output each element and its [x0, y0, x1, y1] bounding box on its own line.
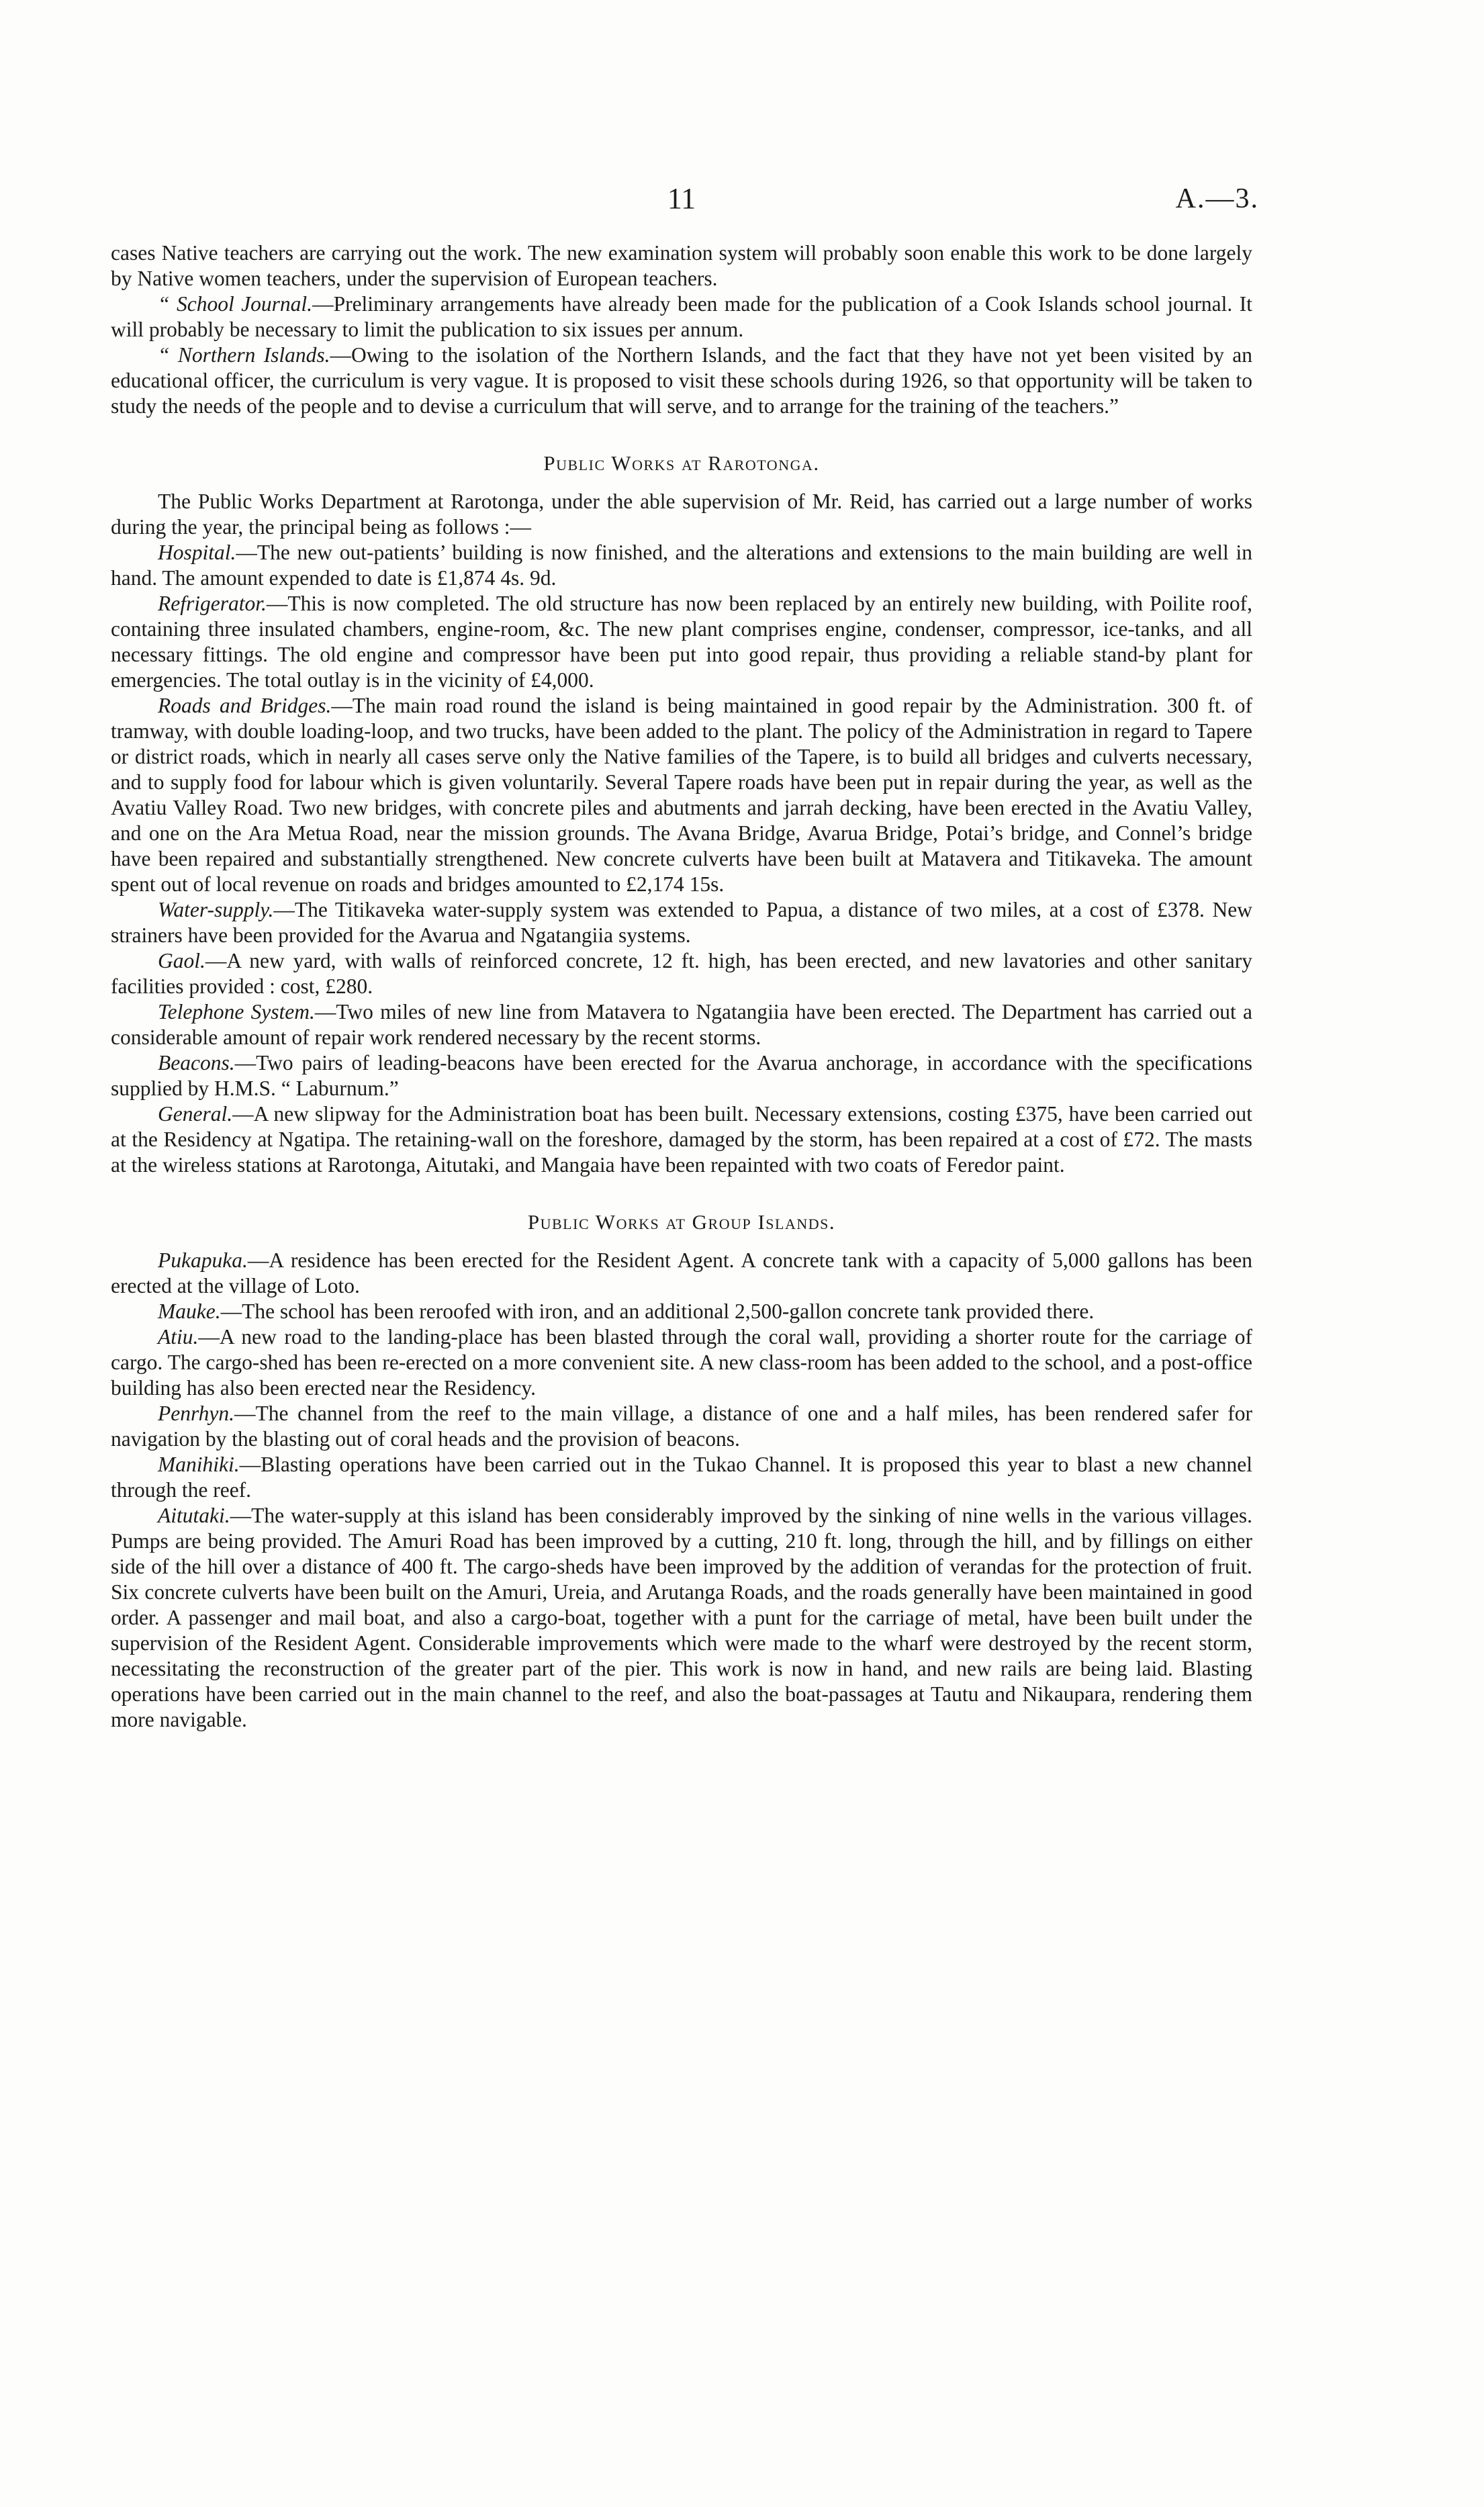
paragraph: Mauke.—The school has been reroofed with iron, and an additional 2,500-gallon concrete tank provided there.	[158, 1300, 1095, 1323]
paragraph-lead: Telephone System.	[158, 1000, 315, 1023]
paragraph-lead: Gaol.	[158, 949, 205, 972]
paragraph-lead: Beacons.	[158, 1051, 235, 1075]
paragraph: Manihiki.—Blasting operations have been carried out in the Tukao Channel. It is proposed this year to blast a new channel through the reef.	[111, 1453, 1252, 1502]
page-reference: A.—3.	[1175, 183, 1259, 214]
paragraph: Water-supply.—The Titikaveka water-supply system was extended to Papua, a distance of two miles, at a cost of £378. New strainers have been provided for the Avarua and Ngatangiia systems.	[111, 898, 1252, 947]
paragraph-lead: Roads and Bridges.	[158, 694, 332, 717]
paragraph-lead: Aitutaki.	[158, 1504, 230, 1527]
paragraph: “ Northern Islands.—Owing to the isolation of the Northern Islands, and the fact that they have not yet been visited by an educational officer, the curriculum is very vague. It is proposed to visit these schools during 1926, so that opportunity will be taken to study the needs of the people and to devise a curriculum that will serve, and to arrange for the training of the teachers.”	[111, 343, 1252, 418]
paragraph: Telephone System.—Two miles of new line from Matavera to Ngatangiia have been erected. The Department has carried out a considerable amount of repair work rendered necessary by the recent storms.	[111, 1000, 1252, 1049]
section-group-islands	[111, 1248, 1252, 1733]
paragraph-lead: Hospital.	[158, 541, 236, 564]
paragraph: Atiu.—A new road to the landing-place has been blasted through the coral wall, providing a shorter route for the carriage of cargo. The cargo-shed has been re-erected on a more convenient site. A new class-room has been added to the school, and a post-office building has also been erected near the Residency.	[111, 1325, 1252, 1400]
document-page	[111, 181, 1259, 1733]
paragraph-lead: General.	[158, 1102, 233, 1126]
paragraph: cases Native teachers are carrying out the work. The new examination system will probably soon enable this work to be done largely by Native women teachers, under the supervision of European teachers.	[111, 241, 1252, 290]
intro-text	[111, 240, 1252, 419]
paragraph: General.—A new slipway for the Administration boat has been built. Necessary extensions, costing £375, have been carried out at the Residency at Ngatipa. The retaining-wall on the foreshore, damaged by the storm, has been repaired at a cost of £72. The masts at the wireless stations at Rarotonga, Aitutaki, and Mangaia have been repainted with two coats of Feredor paint.	[111, 1102, 1252, 1177]
paragraph: Gaol.—A new yard, with walls of reinforced concrete, 12 ft. high, has been erected, and new lavatories and other sanitary facilities provided : cost, £280.	[111, 949, 1252, 998]
paragraph: Penrhyn.—The channel from the reef to the main village, a distance of one and a half miles, has been rendered safer for navigation by the blasting out of coral heads and the provision of beacons.	[111, 1402, 1252, 1451]
section-heading-group-islands: Public Works at Group Islands.	[527, 1210, 836, 1234]
paragraph-lead: Atiu.	[158, 1325, 199, 1349]
paragraph-lead: “ Northern Islands.	[158, 343, 330, 367]
page-number: 11	[667, 182, 696, 215]
paragraph-lead: Water-supply.	[158, 898, 274, 921]
section-heading-rarotonga: Public Works at Rarotonga.	[543, 451, 820, 475]
paragraph: Roads and Bridges.—The main road round the island is being maintained in good repair by the Administration. 300 ft. of tramway, with double loading-loop, and two trucks, have been added to the plant. The policy of the Administration in regard to Tapere or district roads, which in nearly all cases serve only the Native families of the Tapere, is to build all bridges and culverts necessary, and to supply food for labour which is given voluntarily. Several Tapere roads have been put in repair during the year, as well as the Avatiu Valley Road. Two new bridges, with concrete piles and abutments and jarrah decking, have been erected in the Avatiu Valley, and one on the Ara Metua Road, near the mission grounds. The Avana Bridge, Avarua Bridge, Potai’s bridge, and Connel’s bridge have been repaired and substantially strengthened. New concrete culverts have been built at Matavera and Titikaveka. The amount spent out of local revenue on roads and bridges amounted to £2,174 15s.	[111, 694, 1252, 896]
paragraph: The Public Works Department at Rarotonga, under the able supervision of Mr. Reid, has carried out a large number of works during the year, the principal being as follows :—	[111, 490, 1252, 539]
paragraph: Beacons.—Two pairs of leading-beacons have been erected for the Avarua anchorage, in accordance with the specifications supplied by H.M.S. “ Laburnum.”	[111, 1051, 1252, 1100]
paragraph-lead: Refrigerator.	[158, 592, 267, 615]
paragraph-lead: Mauke.	[158, 1300, 221, 1323]
paragraph-lead: Pukapuka.	[158, 1248, 248, 1272]
paragraph: “ School Journal.—Preliminary arrangements have already been made for the publication of a Cook Islands school journal. It will probably be necessary to limit the publication to six issues per annum.	[111, 292, 1252, 341]
page-header	[111, 181, 1259, 222]
paragraph: Hospital.—The new out-patients’ building is now finished, and the alterations and extensions to the main building are well in hand. The amount expended to date is £1,874 4s. 9d.	[111, 541, 1252, 590]
paragraph-lead: Manihiki.	[158, 1453, 240, 1476]
paragraph-lead: “ School Journal.	[158, 292, 313, 316]
paragraph: Pukapuka.—A residence has been erected for the Resident Agent. A concrete tank with a capacity of 5,000 gallons has been erected at the village of Loto.	[111, 1248, 1252, 1297]
section-rarotonga	[111, 489, 1252, 1178]
paragraph: Aitutaki.—The water-supply at this island has been considerably improved by the sinking of nine wells in the various villages. Pumps are being provided. The Amuri Road has been improved by a cutting, 210 ft. long, through the hill, and by fillings on either side of the hill over a distance of 400 ft. The cargo-sheds have been improved by the addition of verandas for the protection of fruit. Six concrete culverts have been built on the Amuri, Ureia, and Arutanga Roads, and the roads generally have been maintained in good order. A passenger and mail boat, and also a cargo-boat, together with a punt for the carriage of metal, have been built under the supervision of the Resident Agent. Considerable improvements which were made to the wharf were destroyed by the recent storm, necessitating the reconstruction of the greater part of the pier. This work is now in hand, and new rails are being laid. Blasting operations have been carried out in the main channel to the reef, and also the boat-passages at Tautu and Nikaupara, rendering them more navigable.	[111, 1504, 1252, 1731]
paragraph: Refrigerator.—This is now completed. The old structure has now been replaced by an entirely new building, with Poilite roof, containing three insulated chambers, engine-room, &c. The new plant comprises engine, condenser, compressor, ice-tanks, and all necessary fittings. The old engine and compressor have been put into good repair, thus providing a reliable stand-by plant for emergencies. The total outlay is in the vicinity of £4,000.	[111, 592, 1252, 692]
paragraph-lead: Penrhyn.	[158, 1402, 235, 1425]
